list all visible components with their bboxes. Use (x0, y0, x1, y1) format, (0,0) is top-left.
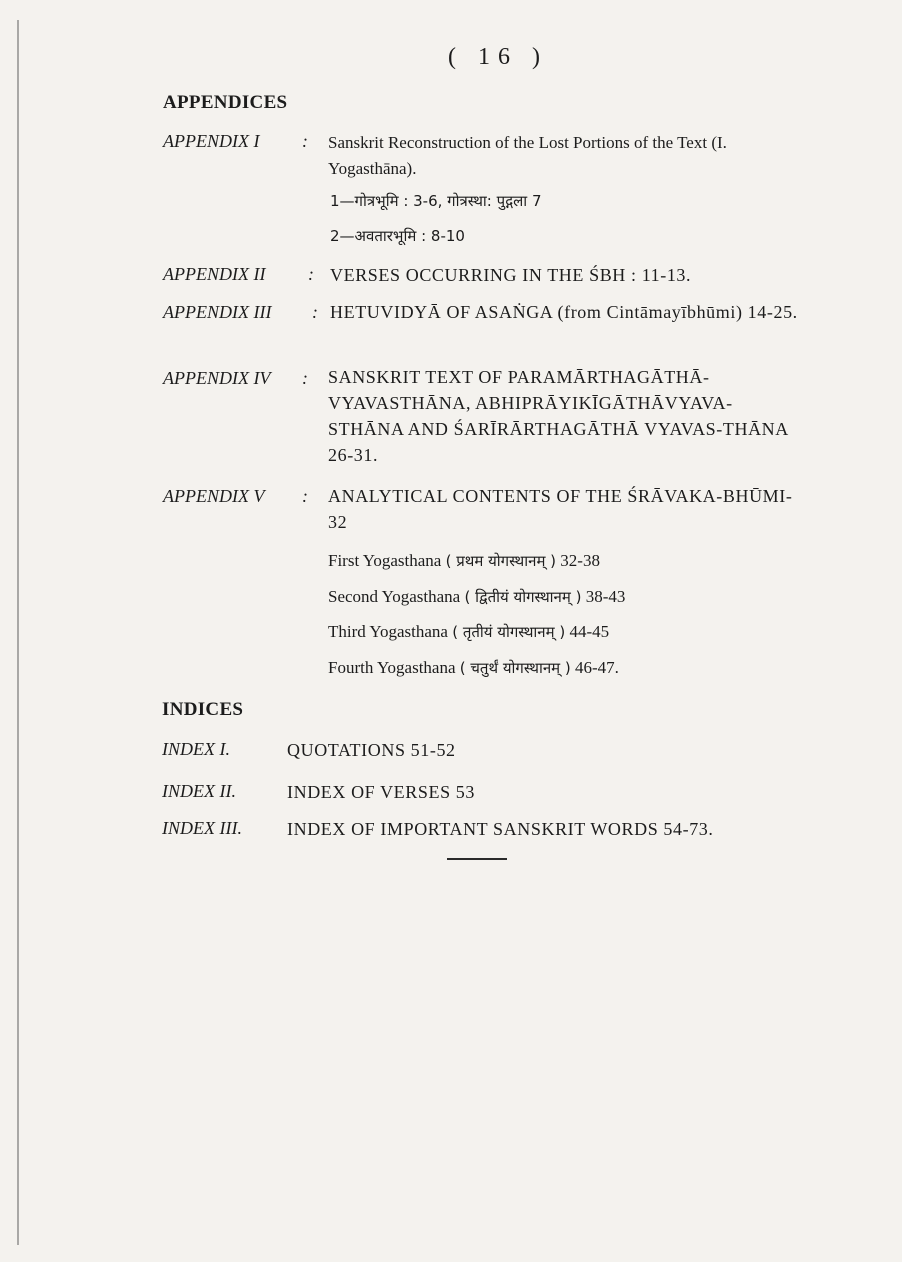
index-3-text: INDEX OF IMPORTANT SANSKRIT WORDS 54-73. (287, 819, 714, 839)
yogasthana-1-name: First Yogasthana (328, 551, 442, 570)
index-2-text: INDEX OF VERSES 53 (287, 782, 475, 802)
appendix-3-label: APPENDIX III (163, 302, 272, 322)
appendix-2-colon: : (308, 264, 314, 284)
yogasthana-4-name: Fourth Yogasthana (328, 658, 456, 677)
appendix-5-text: ANALYTICAL CONTENTS OF THE ŚRĀVAKA-BHŪMI-32 (328, 486, 793, 532)
appendix-5-sub-1 (328, 548, 600, 574)
yogasthana-3-pages: 44-45 (569, 622, 610, 641)
yogasthana-3-name: Third Yogasthana (328, 622, 448, 641)
indices-heading: INDICES (162, 699, 244, 720)
appendix-1-sub-1 (330, 188, 542, 214)
appendix-1-sub-2-text: 2—अवतारभूमि : 8-10 (330, 227, 465, 245)
appendix-2-label: APPENDIX II (163, 264, 266, 284)
appendix-3-colon: : (312, 302, 318, 322)
index-3-label: INDEX III. (162, 818, 242, 838)
appendix-4-label: APPENDIX IV (163, 368, 271, 388)
appendix-5-sub-4 (328, 655, 619, 681)
appendix-1-sub-2 (330, 223, 465, 249)
yogasthana-1-pages: 32-38 (560, 551, 600, 570)
appendix-5-colon: : (302, 486, 308, 506)
end-rule (447, 858, 507, 860)
index-2-label: INDEX II. (162, 781, 236, 801)
binding-edge-line (17, 20, 19, 1245)
index-1-label: INDEX I. (162, 739, 230, 759)
appendix-1-sub-1-text: 1—गोत्रभूमि : 3-6, गोत्रस्था: पुद्गला 7 (330, 192, 542, 210)
yogasthana-2-pages: 38-43 (585, 587, 626, 606)
appendix-3-text: HETUVIDYĀ OF ASAṄGA (from Cintāmayībhūmi) 14-25. (330, 302, 798, 322)
yogasthana-2-name: Second Yogasthana (328, 587, 461, 606)
page-number: ( 16 ) (448, 44, 548, 70)
yogasthana-3-sanskrit: ( तृतीयं योगस्थानम् ) (452, 623, 566, 641)
yogasthana-4-pages: 46-47. (575, 658, 619, 677)
yogasthana-4-sanskrit: ( चतुर्थं योगस्थानम् ) (459, 659, 571, 677)
appendix-5-sub-2 (328, 584, 625, 610)
appendix-1-text: Sanskrit Reconstruction of the Lost Portions of the Text (I. Yogasthāna). (328, 133, 727, 178)
yogasthana-2-sanskrit: ( द्वितीयं योगस्थानम् ) (464, 588, 582, 606)
appendix-1-label: APPENDIX I (163, 131, 260, 151)
appendix-4-text: SANSKRIT TEXT OF PARAMĀRTHAGĀTHĀ-VYAVASTHĀNA, ABHIPRĀYIKĪGĀTHĀVYAVA-STHĀNA AND ŚARĪRĀRTHAGĀTHĀ VYAVAS-THĀNA 26-31. (328, 367, 788, 465)
appendix-5-label: APPENDIX V (163, 486, 265, 506)
appendix-5-sub-3 (328, 619, 609, 645)
appendices-heading: APPENDICES (163, 92, 288, 113)
appendix-4-colon: : (302, 368, 308, 388)
appendix-2-text: VERSES OCCURRING IN THE ŚBH : 11-13. (330, 265, 692, 285)
yogasthana-1-sanskrit: ( प्रथम योगस्थानम् ) (445, 552, 557, 570)
appendix-1-colon: : (302, 131, 308, 151)
index-1-text: QUOTATIONS 51-52 (287, 740, 456, 760)
